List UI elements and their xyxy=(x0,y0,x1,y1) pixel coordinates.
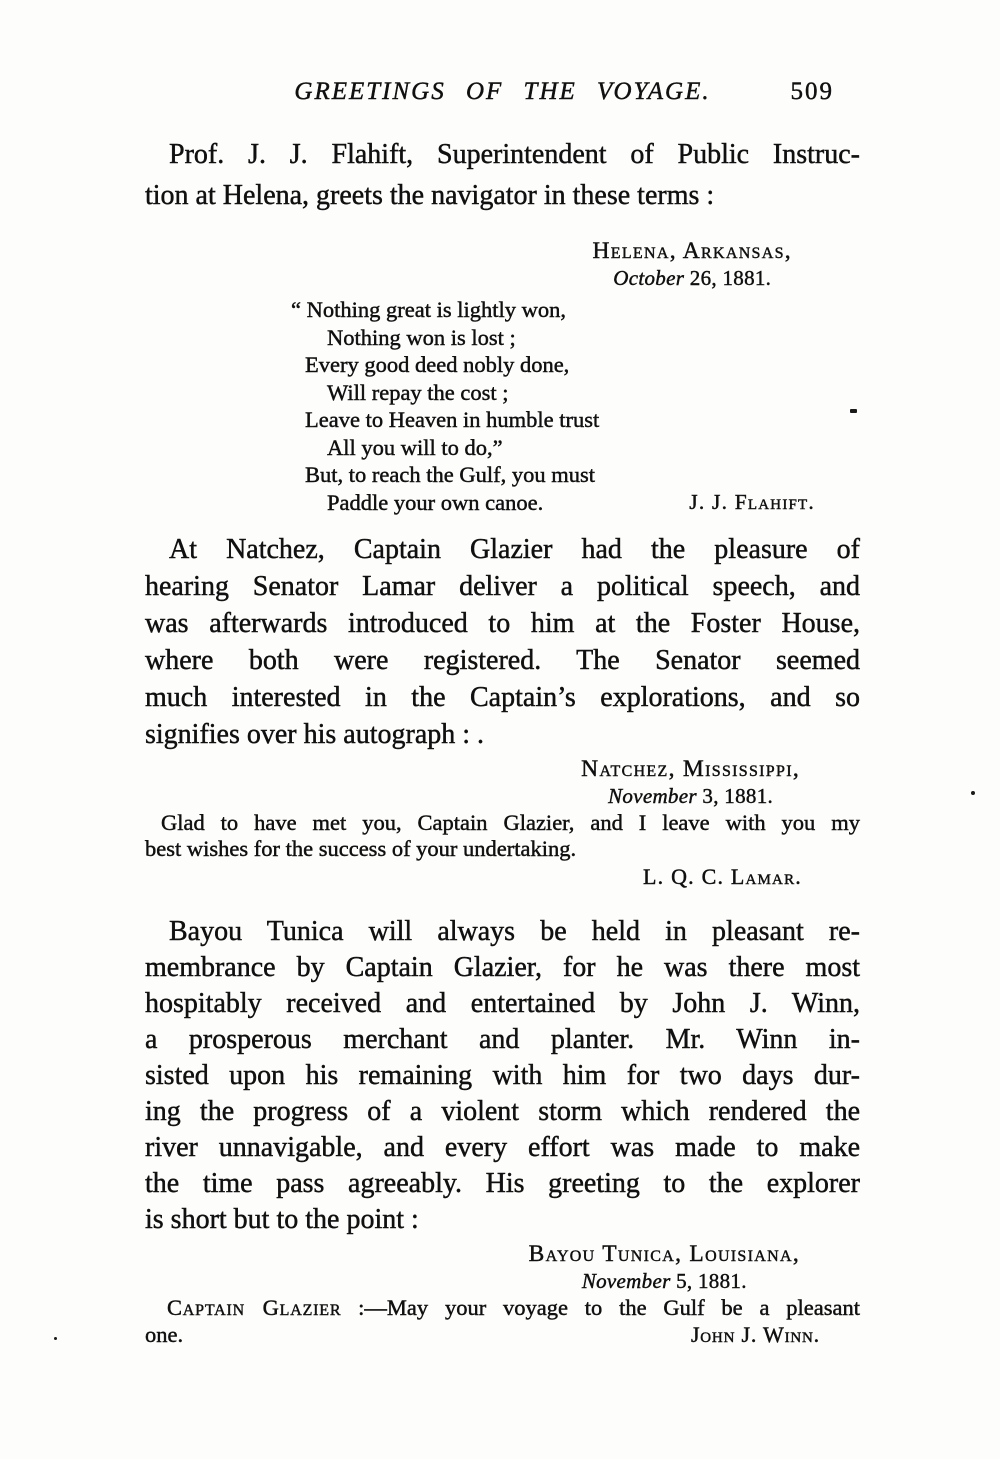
ink-speck xyxy=(54,1337,57,1340)
text-line: a prosperous merchant and planter. Mr. Winn in- xyxy=(145,1024,860,1055)
text-line: Bayou Tunica will always be held in pleasant re- xyxy=(169,916,860,947)
flahift-signature: J. J. Flahift. xyxy=(689,489,815,514)
helena-dateline xyxy=(593,237,793,292)
text-line: Glad to have met you, Captain Glazier, and I leave with you my xyxy=(161,810,860,835)
text-line: sisted upon his remaining with him for two days dur- xyxy=(145,1060,860,1091)
natchez-dateline xyxy=(581,755,800,810)
ink-speck xyxy=(850,409,857,413)
text-line: hospitably received and entertained by John J. Winn, xyxy=(145,988,860,1019)
text-line: membrance by Captain Glazier, for he was there most xyxy=(145,952,860,983)
text-line: river unnavigable, and every effort was made to make xyxy=(145,1132,860,1163)
text-line: is short but to the point : xyxy=(145,1204,419,1235)
text-line: ing the progress of a violent storm which rendered the xyxy=(145,1096,860,1127)
lamar-note xyxy=(145,810,860,862)
lamar-signature: L. Q. C. Lamar. xyxy=(643,864,802,889)
flahift-poem xyxy=(145,296,860,516)
text-line: signifies over his autograph : . xyxy=(145,719,485,750)
dateline-month: November xyxy=(581,1269,671,1293)
natchez-paragraph xyxy=(145,531,860,753)
dateline-date xyxy=(581,783,800,810)
tunica-dateline xyxy=(529,1240,800,1295)
text-line: hearing Senator Lamar deliver a political speech, and xyxy=(145,571,860,602)
text-line: At Natchez, Captain Glazier had the pleasure of xyxy=(169,534,860,565)
text-line: Prof. J. J. Flahift, Superintendent of Public Instruc- xyxy=(169,139,860,170)
poem-line: All you will to do,” xyxy=(327,434,503,460)
dateline-place: Helena, Arkansas, xyxy=(592,238,792,264)
dateline-day-year: 26, 1881. xyxy=(689,266,772,290)
winn-note xyxy=(145,1295,860,1348)
poem-line: Paddle your own canoe. xyxy=(327,489,544,515)
text-line xyxy=(145,1322,860,1348)
text-line: the time pass agreeably. His greeting to the explorer xyxy=(145,1168,860,1199)
poem-line: Leave to Heaven in humble trust xyxy=(305,407,600,432)
ink-speck xyxy=(971,791,975,795)
dateline-day-year: 3, 1881. xyxy=(702,784,774,808)
dateline-date xyxy=(529,1268,800,1295)
note-last-word: one. xyxy=(145,1322,184,1347)
poem-line: But, to reach the Gulf, you must xyxy=(305,462,595,487)
dateline-month: October xyxy=(613,266,685,290)
winn-signature: John J. Winn. xyxy=(690,1322,820,1347)
intro-paragraph xyxy=(145,134,860,216)
dateline-place: Natchez, Mississippi, xyxy=(581,756,800,782)
text-line: much interested in the Captain’s explorations, and so xyxy=(145,682,860,713)
poem-line: Will repay the cost ; xyxy=(327,379,509,405)
salutation: Captain Glazier xyxy=(167,1295,342,1320)
text-line: best wishes for the success of your undertaking. xyxy=(145,836,577,861)
salutation-rest: :—May your voyage to the Gulf be a pleasant xyxy=(341,1295,860,1320)
text-line: where both were registered. The Senator seemed xyxy=(145,645,860,676)
page-title: GREETINGS OF THE VOYAGE. xyxy=(294,78,711,105)
dateline-date xyxy=(593,265,793,292)
poem-line: “ Nothing great is lightly won, xyxy=(291,297,566,322)
tunica-paragraph xyxy=(145,914,860,1238)
poem-last-line xyxy=(327,489,860,517)
text-line: was afterwards introduced to him at the Foster House, xyxy=(145,608,860,639)
dateline-place: Bayou Tunica, Louisiana, xyxy=(528,1241,800,1267)
poem-line: Nothing won is lost ; xyxy=(327,324,516,350)
text-line xyxy=(145,1295,860,1321)
dateline-day-year: 5, 1881. xyxy=(676,1269,747,1293)
page-number: 509 xyxy=(790,78,834,105)
text-line: tion at Helena, greets the navigator in these terms : xyxy=(145,180,715,211)
running-head xyxy=(145,78,860,110)
poem-line: Every good deed nobly done, xyxy=(305,352,570,377)
dateline-month: November xyxy=(608,784,697,808)
